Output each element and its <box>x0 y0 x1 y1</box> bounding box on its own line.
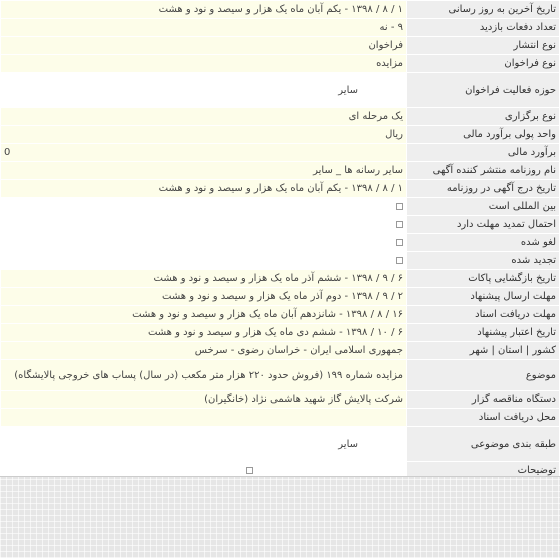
label-estimate: برآورد مالی <box>407 144 560 162</box>
label-send-deadline: مهلت ارسال پیشنهاد <box>407 288 560 306</box>
label-validity: تاریخ اعتبار پیشنهاد <box>407 324 560 342</box>
value-last-update: ۱ / ۸ / ۱۳۹۸ - یکم آبان ماه یک هزار و سیصد و نود و هشت <box>1 1 407 19</box>
value-publish-type: فراخوان <box>1 37 407 55</box>
description-checkbox <box>246 467 253 474</box>
value-organizer: شرکت پالایش گاز شهید هاشمی نژاد (خانگیران) <box>1 391 407 409</box>
label-cancelled: لغو شده <box>407 234 560 252</box>
label-location: کشور | استان | شهر <box>407 342 560 360</box>
label-organizer: دستگاه مناقصه گزار <box>407 391 560 409</box>
row-opening-date <box>1 270 560 288</box>
row-subject <box>1 360 560 391</box>
row-doc-deadline <box>1 306 560 324</box>
value-category: سایر <box>1 427 407 462</box>
label-ad-date: تاریخ درج آگهی در روزنامه <box>407 180 560 198</box>
row-last-update <box>1 1 560 19</box>
label-visit-count: تعداد دفعات بازدید <box>407 19 560 37</box>
value-holding-type: یک مرحله ای <box>1 108 407 126</box>
label-call-type: نوع فراخوان <box>407 55 560 73</box>
row-holding-type <box>1 108 560 126</box>
value-currency: ریال <box>1 126 407 144</box>
label-opening-date: تاریخ بازگشایی پاکات <box>407 270 560 288</box>
label-currency: واحد پولی برآورد مالی <box>407 126 560 144</box>
cancelled-checkbox <box>396 239 403 246</box>
label-category: طبقه بندی موضوعی <box>407 427 560 462</box>
page-footer-background <box>0 476 560 558</box>
label-description: توضیحات <box>407 462 560 480</box>
value-ad-date: ۱ / ۸ / ۱۳۹۸ - یکم آبان ماه یک هزار و سیصد و نود و هشت <box>1 180 407 198</box>
value-call-type: مزایده <box>1 55 407 73</box>
value-validity: ۶ / ۱۰ / ۱۳۹۸ - ششم دی ماه یک هزار و سیصد و نود و هشت <box>1 324 407 342</box>
label-international: بین المللی است <box>407 198 560 216</box>
value-cancelled <box>1 234 407 252</box>
row-currency <box>1 126 560 144</box>
value-send-deadline: ۲ / ۹ / ۱۳۹۸ - دوم آذر ماه یک هزار و سیصد و نود و هشت <box>1 288 407 306</box>
row-validity <box>1 324 560 342</box>
row-visit-count <box>1 19 560 37</box>
value-visit-count: ۹ - نه <box>1 19 407 37</box>
row-location <box>1 342 560 360</box>
label-extension: احتمال تمدید مهلت دارد <box>407 216 560 234</box>
value-doc-deadline: ۱۶ / ۸ / ۱۳۹۸ - شانزدهم آبان ماه یک هزار و سیصد و نود و هشت <box>1 306 407 324</box>
row-ad-date <box>1 180 560 198</box>
label-doc-deadline: مهلت دریافت اسناد <box>407 306 560 324</box>
row-activity-area <box>1 73 560 108</box>
row-call-type <box>1 55 560 73</box>
international-checkbox <box>396 203 403 210</box>
label-holding-type: نوع برگزاری <box>407 108 560 126</box>
label-activity-area: حوزه فعالیت فراخوان <box>407 73 560 108</box>
value-estimate: 0 <box>1 144 407 162</box>
row-send-deadline <box>1 288 560 306</box>
row-doc-place <box>1 409 560 427</box>
row-international <box>1 198 560 216</box>
value-newspaper: سایر رسانه ها _ سایر <box>1 162 407 180</box>
value-extension <box>1 216 407 234</box>
label-doc-place: محل دریافت اسناد <box>407 409 560 427</box>
row-publish-type <box>1 37 560 55</box>
row-extension <box>1 216 560 234</box>
row-newspaper <box>1 162 560 180</box>
row-organizer <box>1 391 560 409</box>
value-activity-area: سایر <box>1 73 407 108</box>
renewed-checkbox <box>396 257 403 264</box>
label-last-update: تاریخ آخرین به روز رسانی <box>407 1 560 19</box>
value-doc-place <box>1 409 407 427</box>
value-international <box>1 198 407 216</box>
row-category <box>1 427 560 462</box>
label-newspaper: نام روزنامه منتشر کننده آگهی <box>407 162 560 180</box>
row-cancelled <box>1 234 560 252</box>
extension-checkbox <box>396 221 403 228</box>
row-estimate <box>1 144 560 162</box>
label-subject: موضوع <box>407 360 560 391</box>
label-publish-type: نوع انتشار <box>407 37 560 55</box>
value-subject: مزایده شماره ۱۹۹ (فروش حدود ۲۲۰ هزار متر مکعب (در سال) پساب های خروجی پالایشگاه) <box>1 360 407 391</box>
value-renewed <box>1 252 407 270</box>
row-renewed <box>1 252 560 270</box>
value-location: جمهوری اسلامی ایران - خراسان رضوی - سرخس <box>1 342 407 360</box>
label-renewed: تجدید شده <box>407 252 560 270</box>
value-opening-date: ۶ / ۹ / ۱۳۹۸ - ششم آذر ماه یک هزار و سیصد و نود و هشت <box>1 270 407 288</box>
